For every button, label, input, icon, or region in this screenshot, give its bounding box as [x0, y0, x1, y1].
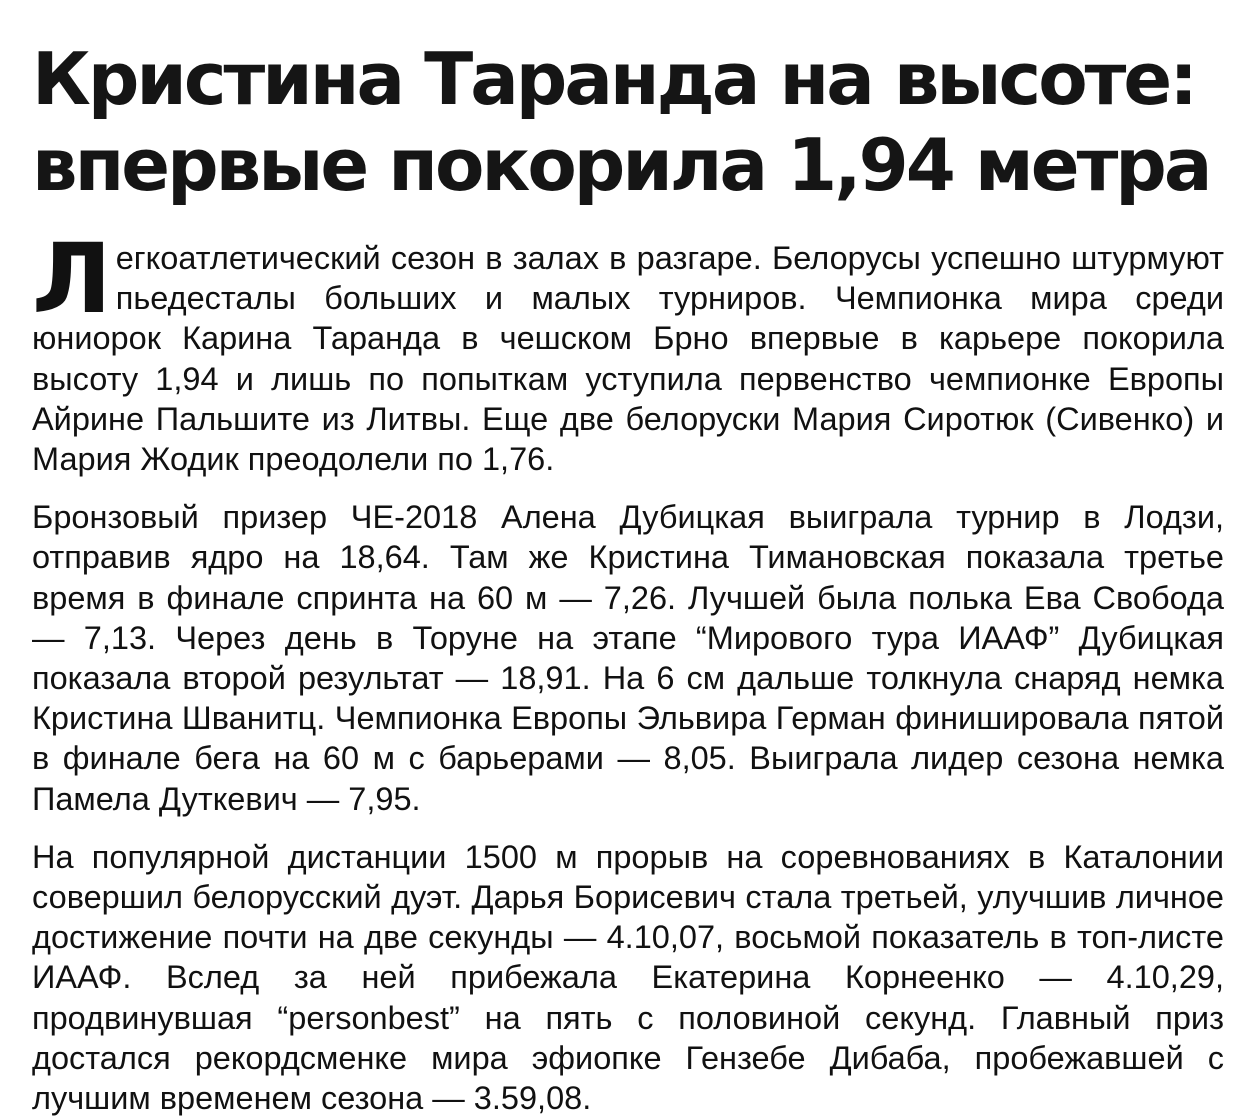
article — [32, 36, 1224, 1118]
paragraph-1-text: егкоатлетический сезон в залах в разгаре. Белорусы успешно штурмуют пьедесталы больших и малых турниров. Чемпионка мира среди юниорок Карина Таранда в чешском Брно впервые в карьере покорила высоту 1,94 и лишь по попыткам уступила первенство чемпионке Европы Айрине Пальшите из Литвы. Еще две белоруски Мария Сиротюк (Сивенко) и Мария Жодик преодолели по 1,76. — [32, 240, 1224, 478]
paragraph-2-text: Бронзовый призер ЧЕ-2018 Алена Дубицкая выиграла турнир в Лодзи, отправив ядро на 18,64. Там же Кристина Тимановская показала третье время в финале спринта на 60 м — 7,26. Лучшей была полька Ева Свобода — 7,13. Через день в Торуне на этапе “Мирового тура ИААФ” Дубицкая показала второй результат — 18,91. На 6 см дальше толкнула снаряд немка Кристина Шванитц. Чемпионка Европы Эльвира Герман финишировала пятой в финале бега на 60 м с барьерами — 8,05. Выиграла лидер сезона немка Памела Дуткевич — 7,95. — [32, 499, 1224, 817]
headline-line-1: Кристина Таранда на высоте: — [32, 37, 1196, 121]
headline — [32, 36, 1224, 208]
paragraph-1 — [32, 223, 1224, 479]
drop-cap: Л — [32, 223, 112, 335]
paragraph-3 — [32, 837, 1224, 1118]
paragraph-2 — [32, 497, 1224, 819]
article-body — [32, 223, 1224, 1118]
headline-line-2: впервые покорила 1,94 метра — [32, 123, 1210, 207]
paragraph-3-text: На популярной дистанции 1500 м прорыв на соревнованиях в Каталонии совершил белорусский дуэт. Дарья Борисевич стала третьей, улучшив личное достижение почти на две секунды — 4.10,07, восьмой показатель в топ-листе ИААФ. Вслед за ней прибежала Екатерина Корнеенко — 4.10,29, продвинувшая “personbest” на пять с половиной секунд. Главный приз достался рекордсменке мира эфиопке Гензебе Дибаба, пробежавшей с лучшим временем сезона — 3.59,08. — [32, 838, 1224, 1117]
